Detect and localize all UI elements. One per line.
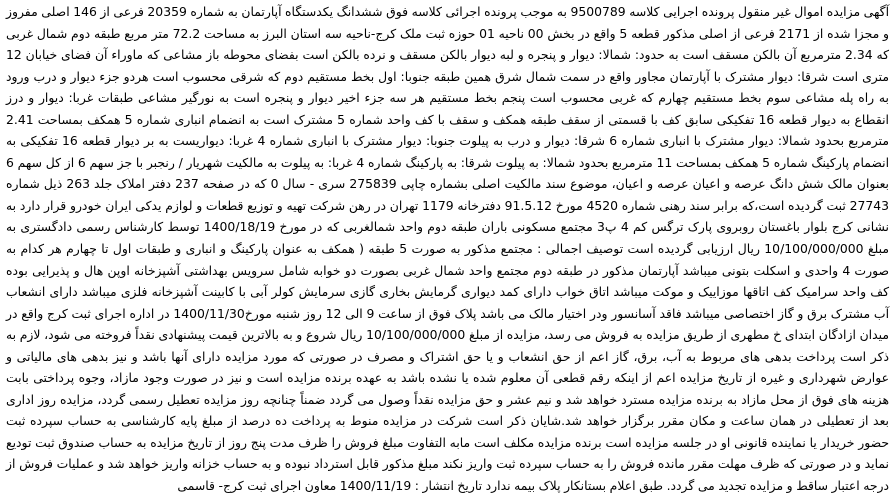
notice-body-text: آگهی مزایده اموال غیر منقول پرونده اجرایی کلاسه 9500789 به موجب پرونده اجرائی کلاسه فوق ششدانگ یکدستگاه آپارتمان به شماره 20359 فرعی از 146 اصلی مفروز و مجزا شده از 2171 فرعی از اصلی مذکور قطعه 5 واقع در بخش 00 ناحیه 01 حوزه ثبت ملک کرج-ناحیه سه استان البرز به مساحت 72.2 متر مربع طبقه دوم شمال غربی که 2.34 مترمربع آن بالکن مسقف است به حدود: شمالا: دیوار و پنجره و لبه دیوار بالکن مسقف و نرده بالکن است بفضای محوطه باز مشاعی که ماوراء آن فضای خیابان 12 متری است شرقا: دیوار مشترک با آپارتمان مجاور واقع در سمت شمال شرق همین طبقه جنوبا: اول بخط مستقیم دوم که شرقی محسوب است هردو جزء دیوار و درب ورود به راه پله مشاعی سوم بخط مستقیم چهارم که غربی محسوب است پنجم بخط مستقیم هر سه جزء اخیر دیوار و پنجره است به نورگیر مشاعی طبقات غربا: دیوار و درز انقطاع به دیوار قطعه 16 تفکیکی سابق کف با قسمتی از سقف طبقه همکف و سقف با کف واحد شماره 5 مشترک است به انضمام انباری شماره 5 همکف بمساحت 2.41 مترمربع بحدود شمالا: دیوار مشترک با انباری شماره 6 شرقا: دیوار و درب به پیلوت جنوبا: دیوار مشترک با انباری شماره 4 غربا: دیواریست به بر دیوار قطعه 16 تفکیکی به انضمام پارکینگ شماره 5 همکف بمساحت 11 مترمربع بحدود شمالا: به پیلوت شرقا: به پارکینگ شماره 4 غربا: به پیلوت به مالکیت شهریار / رنجبر با جز سهم 6 از کل سهم 6 بعنوان مالک شش دانگ عرصه و اعیان عرصه و اعیان، موضوع سند مالکیت اصلی بشماره چاپی 275839 سری - سال 0 که در صفحه 237 دفتر املاک جلد 263 ذیل شماره 27743 ثبت گردیده است،که برابر سند رهنی شماره 4520 مورخ 91.5.12 دفترخانه 1179 تهران در رهن شرکت تهیه و توزیع قطعات و لوازم یدکی ایران خودرو قرار دارد به نشانی کرج بلوار باغستان روبروی پارک ترگس کم 4 پ3 مجتمع مسکونی باران طبقه دوم واحد شمالغربی که در مورخ 1400/18/19 توسط کارشناس رسمی دادگستری به مبلغ 10/100/000/000 ریال ارزیابی گردیده است توصیف اجمالی : مجتمع مذکور به صورت 5 طبقه ( همکف به عنوان پارکینگ و انباری و طبقات اول تا چهارم هر کدام به صورت 4 واحدی و اسکلت بتونی میباشد آپارتمان مذکور در طبقه دوم مجتمع واحد شمال غربی بصورت دو خوابه شامل سرویس بهداشتی آشپزخانه اوپن هال و پذیرایی بوده کف واحد سرامیک کف اتاقها موزاییک و موکت میباشد اتاق خواب دارای کمد دیواری گرمایش بخاری گازی سرمایش کولر آبی با کابینت آشپزخانه فلزی میباشد دارای انشعاب آب مشترک برق و گاز اختصاصی میباشد فاقد آسانسور ودر اختیار مالک می باشد پلاک فوق از ساعت 9 الی 12 روز شنبه مورخ1400/11/30 در اداره اجرای ثبت کرج واقع در میدان ازادگان ابتدای خ مطهری از طریق مزایده به فروش می رسد، مزایده از مبلغ 10/100/000/000 ریال شروع و به بالاترین قیمت پیشنهادی نقداً فروخته می شود، لازم به ذکر است پرداخت بدهی های مربوط به آب، برق، گاز اعم از حق انشعاب و یا حق اشتراک و مصرف در صورتی که مورد مزایده دارای آنها باشد و نیز بدهی های مالیاتی و عوارض شهرداری و غیره از تاریخ مزایده اعم از اینکه رقم قطعی آن معلوم شده یا نشده باشد به عهده برنده مزایده است و نیز در صورت وجود مازاد، وجوه پرداختی بابت هزینه های فوق از محل مازاد به برنده مزایده مسترد خواهد شد و نیم عشر و حق مزایده نقداً وصول می گردد ضمناً چنانچه روز مزایده تعطیل رسمی گردد، مزایده روز اداری بعد از تعطیلی در همان ساعت و مکان مقرر برگزار خواهد شد.شایان ذکر است شرکت در مزایده منوط به پرداخت ده درصد از مبلغ پایه کارشناسی به حساب سپرده ثبت حضور خریدار یا نماینده قانونی او در جلسه مزایده است برنده مزایده مکلف است مابه التفاوت مبلغ فروش را ظرف مدت پنج روز از تاریخ مزایده به حساب صندوق ثبت تودیع نماید و در صورتی که ظرف مهلت مقرر مانده فروش را به حساب سپرده ثبت واریز نکند مبلغ مذکور قابل استرداد نبوده و به حساب خزانه واریز خواهد شد و عملیات فروش از درجه اعتبار ساقط و مزایده تجدید می گردد. طبق اعلام بستانکار پلاک بیمه ندارد تاریخ انتشار : 1400/11/19 معاون اجرای ثبت کرج- قاسمی bbox=[6, 4, 890, 494]
